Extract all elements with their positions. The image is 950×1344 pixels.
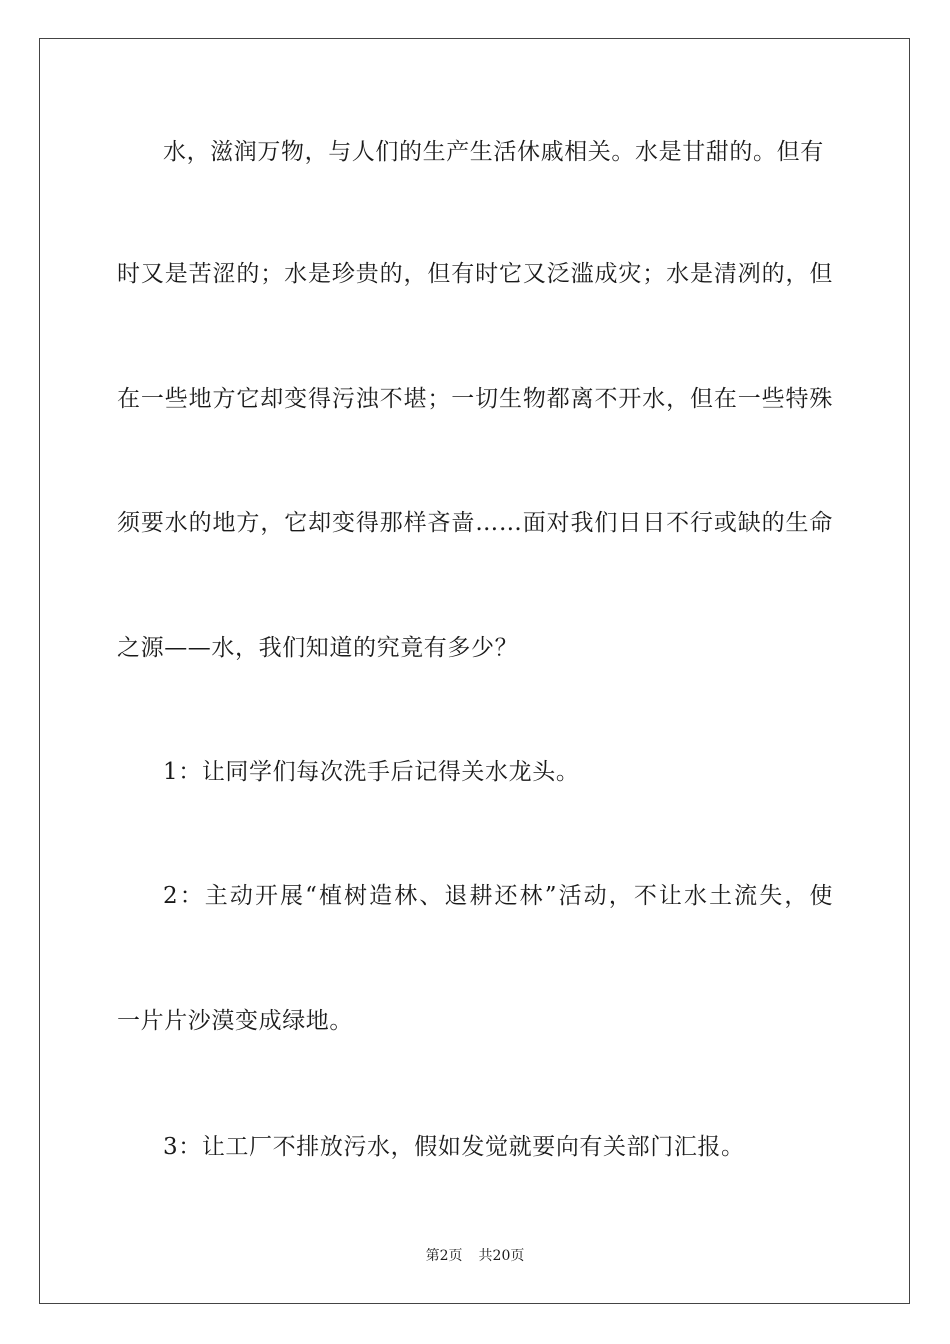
paragraph-line-5: 之源——水，我们知道的究竟有多少？ bbox=[117, 635, 519, 661]
page-total: 共20页 bbox=[478, 1248, 525, 1264]
page-footer bbox=[0, 1247, 950, 1265]
list-item-1: 1：让同学们每次洗手后记得关水龙头。 bbox=[163, 759, 580, 785]
paragraph-line-4: 须要水的地方，它却变得那样吝啬……面对我们日日不行或缺的生命 bbox=[117, 510, 833, 536]
paragraph-line-3: 在一些地方它却变得污浊不堪；一切生物都离不开水，但在一些特殊 bbox=[117, 386, 833, 412]
page-number: 第2页 bbox=[425, 1248, 463, 1264]
paragraph-line-2: 时又是苦涩的；水是珍贵的，但有时它又泛滥成灾；水是清冽的，但 bbox=[117, 261, 833, 287]
page-border bbox=[39, 38, 910, 1304]
list-item-3: 3：让工厂不排放污水，假如发觉就要向有关部门汇报。 bbox=[163, 1134, 745, 1160]
paragraph-line-1: 水，滋润万物，与人们的生产生活休戚相关。水是甘甜的。但有 bbox=[163, 139, 824, 165]
list-item-2-line-2: 一片片沙漠变成绿地。 bbox=[117, 1008, 353, 1034]
list-item-2-line-1: 2：主动开展“植树造林、退耕还林”活动，不让水土流失，使 bbox=[163, 883, 833, 909]
